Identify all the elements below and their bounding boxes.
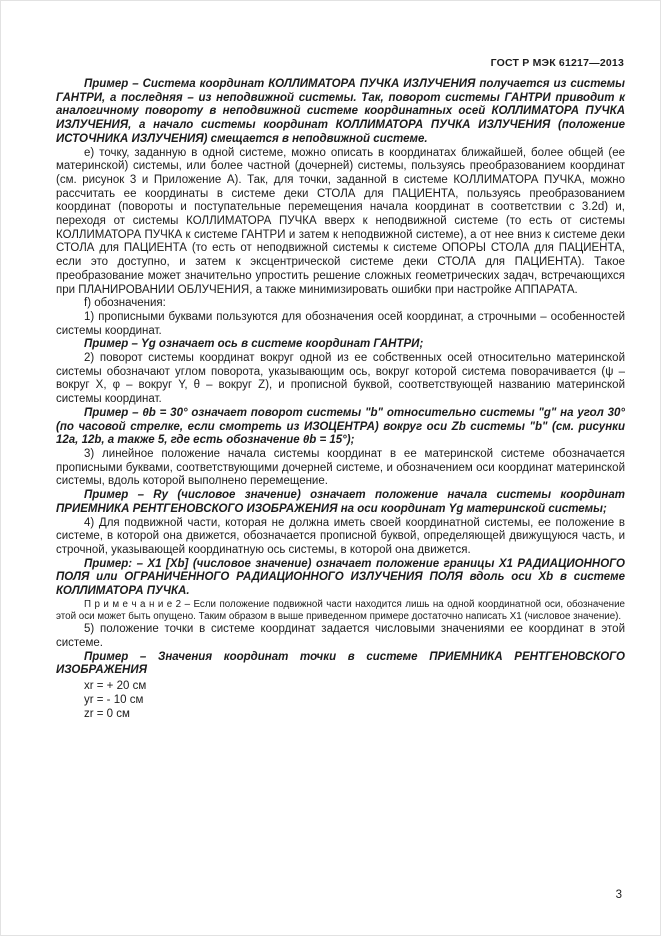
coordinate-value-zr: zr = 0 см (84, 707, 130, 720)
example-collimator-system: Пример – Система координат КОЛЛИМАТОРА ПУЧКА ИЗЛУЧЕНИЯ получается из системы ГАНТРИ, а последняя – из неподвижной системы. Так, поворот системы ГАНТРИ приводит к аналогичному повороту в неподвижной системе координатных осей КОЛЛИМАТОРА ПУЧКА ИЗЛУЧЕНИЯ, а начало системы координат КОЛЛИМАТОРА ПУЧКА ИЗЛУЧЕНИЯ (положение ИСТОЧНИКА ИЗЛУЧЕНИЯ) смещается в неподвижной системе. (56, 78, 625, 145)
coordinate-value-yr: yr = - 10 см (84, 693, 144, 706)
example-ry-position: Пример – Ry (числовое значение) означает положение начала системы координат ПРИЕМНИКА РЕНТГЕНОВСКОГО ИЗОБРАЖЕНИЯ на оси координат Yg материнской системы; (56, 489, 625, 515)
list-item-1: 1) прописными буквами пользуются для обозначения осей координат, а строчными – особенностей системы координат. (56, 310, 625, 337)
note-2: П р и м е ч а н и е 2 – Если положение подвижной части находится лишь на одной координатной оси, обозначение этой оси может быть опущено. Таким образом в выше приведенном примере достаточно написать X1 (числовое значение). (56, 598, 625, 623)
document-content (56, 78, 625, 721)
list-item-5: 5) положение точки в системе координат задается числовыми значениями ее координат в этой системе. (56, 623, 625, 650)
page-number: 3 (615, 889, 622, 901)
example-theta-b-rotation: Пример – θb = 30° означает поворот системы "b" относительно системы "g" на угол 30° (по часовой стрелке, если смотреть из ИЗОЦЕНТРА) вокруг оси Zb системы "b" (см. рисунки 12a, 12b, а также 5, где есть обозначение θb = 15°); (56, 406, 625, 447)
example-yg-axis: Пример – Yg означает ось в системе координат ГАНТРИ; (84, 338, 424, 351)
list-item-2: 2) поворот системы координат вокруг одной из ее собственных осей относительно материнской системы обозначают углом поворота, указывающим ось, вокруг которой система поворачивается (ψ – вокруг X, φ – вокруг Y, θ – вокруг Z), и прописной буквой, соответствующей названию материнской системы координат. (56, 352, 625, 406)
document-code-header: ГОСТ Р МЭК 61217—2013 (490, 57, 624, 69)
list-item-4: 4) Для подвижной части, которая не должна иметь своей координатной системы, ее положение в системе, в которой она движется, обозначается прописной буквой, определяющей движущуюся часть, и строчной, указывающей координатную ось системы, в которой она движется. (56, 516, 625, 556)
example-receptor-coordinates-title: Пример – Значения координат точки в системе ПРИЕМНИКА РЕНТГЕНОВСКОГО ИЗОБРАЖЕНИЯ (56, 650, 625, 677)
coordinate-value-xr: xr = + 20 см (84, 680, 147, 693)
list-item-e: e) точку, заданную в одной системе, можно описать в координатах ближайшей, более общей (ее материнской) системы, или более частной (дочерней) системы, пользуясь преобразованием координат (см. рисунок 3 и Приложение А). Так, для точки, заданной в системе КОЛЛИМАТОРА ПУЧКА, можно рассчитать ее координаты в системе деки СТОЛА для ПАЦИЕНТА, пользуясь преобразованием координат (повороты и поступательные перемещения начала координат в соответствии с 3.2d) и, переходя от системы КОЛЛИМАТОРА ПУЧКА вверх к неподвижной системе (то есть от системы КОЛЛИМАТОРА ПУЧКА к системе ГАНТРИ и затем к неподвижной системе), а от нее вниз к системе деки СТОЛА для ПАЦИЕНТА (то есть от неподвижной системы к системе ОПОРЫ СТОЛА для ПАЦИЕНТА, если это доступно, и затем к эксцентрической системе деки СТОЛА для ПАЦИЕНТА). Такое преобразование может значительно упростить решение сложных геометрических задач, встречающихся при ПЛАНИРОВАНИИ ОБЛУЧЕНИЯ, а также минимизировать ошибки при настройке АППАРАТА. (56, 146, 625, 296)
list-item-3: 3) линейное положение начала системы координат в ее материнской системе обозначается прописными буквами, соответствующими дочерней системе, и обозначением оси координат материнской системы, вдоль которой выполнено перемещение. (56, 447, 625, 488)
list-item-f: f) обозначения: (84, 297, 166, 310)
example-x1-field-boundary: Пример: – X1 [Xb] (числовое значение) означает положение границы X1 РАДИАЦИОННОГО ПОЛЯ или ОГРАНИЧЕННОГО РАДИАЦИОННОГО ИЗЛУЧЕНИЯ ПОЛЯ вдоль оси Xb в системе КОЛЛИМАТОРА ПУЧКА. (56, 557, 625, 598)
